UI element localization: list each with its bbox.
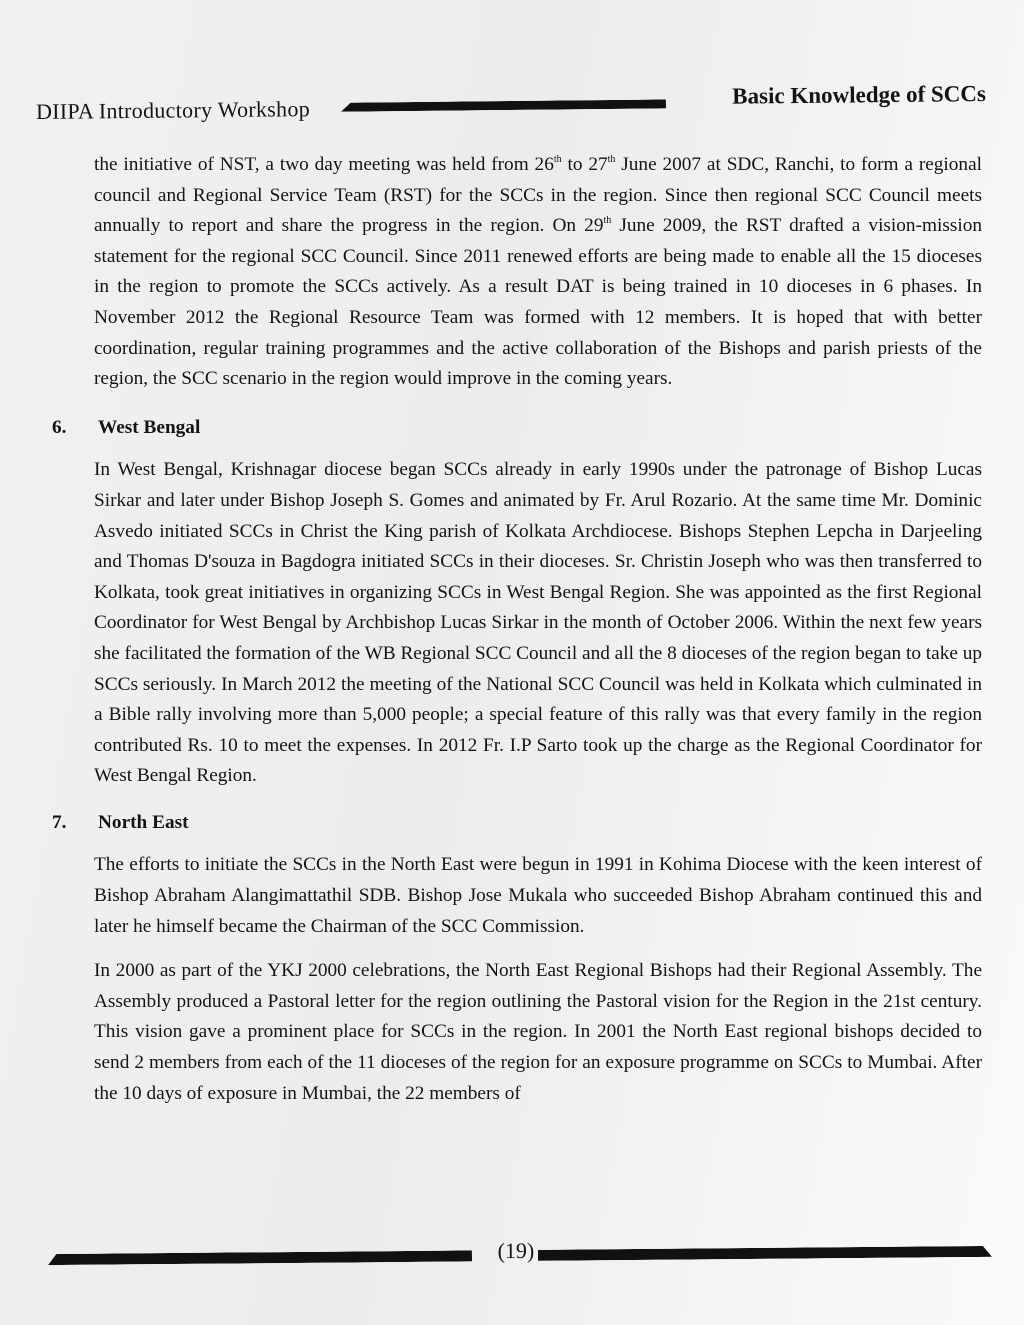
section-title: North East	[98, 811, 189, 833]
header-section-title: Basic Knowledge of SCCs	[732, 81, 987, 109]
west-bengal-paragraph: In West Bengal, Krishnagar diocese began SCCs already in early 1990s under the patronage of Bishop Lucas Sirkar and later under Bishop Joseph S. Gomes and animated by Fr. Arul Rozario. At the same time Mr. Dominic Asvedo initiated SCCs in Christ the King parish of Kolkata Archdiocese. Bishops Stephen Lepcha in Darjeeling and Thomas D'souza in Bagdogra initiated SCCs in their dioceses. Sr. Christin Joseph who was then transferred to Kolkata, took great initiatives in organizing SCCs in West Bengal Region. She was appointed as the first Regional Coordinator for West Bengal by Archbishop Lucas Sirkar in the month of October 2006. Within the next few years she facilitated the formation of the WB Regional SCC Council and all the 8 dioceses of the region began to take up SCCs seriously. In March 2012 the meeting of the National SCC Council was held in Kolkata which culminated in a Bible rally involving more than 5,000 people; a special feature of this rally was that every family in the region contributed Rs. 10 to meet the expenses. In 2012 Fr. I.P Sarto took up the charge as the Regional Coordinator for West Bengal Region.	[94, 459, 982, 787]
header-divider-bar	[341, 99, 666, 111]
section-number: 6.	[52, 416, 67, 438]
section-heading-north-east	[52, 808, 982, 839]
page-header	[36, 81, 986, 135]
page-footer	[48, 1236, 992, 1280]
section-heading-west-bengal	[52, 413, 982, 444]
section-title: West Bengal	[98, 416, 201, 438]
north-east-paragraph-2: In 2000 as part of the YKJ 2000 celebrations, the North East Regional Bishops had their Regional Assembly. The Assembly produced a Pastoral letter for the region outlining the Pastoral vision for the Region in the 21st century. This vision gave a prominent place for SCCs in the region. In 2001 the North East regional bishops decided to send 2 members from each of the 11 dioceses of the region for an exposure programme on SCCs to Mumbai. After the 10 days of exposure in Mumbai, the 22 members of	[94, 960, 982, 1104]
page-body	[52, 150, 982, 1109]
intro-paragraph: the initiative of NST, a two day meeting was held from 26th to 27th June 2007 at SDC, Ranchi, to form a regional council and Regional Service Team (RST) for the SCCs in the region. Since then regional SCC Council meets annually to report and share the progress in the region. On 29th June 2009, the RST drafted a vision-mission statement for the regional SCC Council. Since 2011 renewed efforts are being made to enable all the 15 dioceses in the region to promote the SCCs actively. As a result DAT is being trained in 10 dioceses in 6 phases. In November 2012 the Regional Resource Team was formed with 12 members. It is hoped that with better coordination, regular training programmes and the active collaboration of the Bishops and parish priests of the region, the SCC scenario in the region would improve in the coming years.	[94, 154, 982, 390]
page-number: (19)	[497, 1237, 535, 1264]
section-number: 7.	[52, 811, 67, 833]
footer-bar-right	[538, 1246, 992, 1261]
header-workshop-title: DIIPA Introductory Workshop	[35, 96, 311, 124]
north-east-paragraph-1: The efforts to initiate the SCCs in the North East were begun in 1991 in Kohima Diocese with the keen interest of Bishop Abraham Alangimattathil SDB. Bishop Jose Mukala who succeeded Bishop Abraham continued this and later he himself became the Chairman of the SCC Commission.	[94, 854, 982, 937]
footer-bar-left	[48, 1250, 472, 1265]
